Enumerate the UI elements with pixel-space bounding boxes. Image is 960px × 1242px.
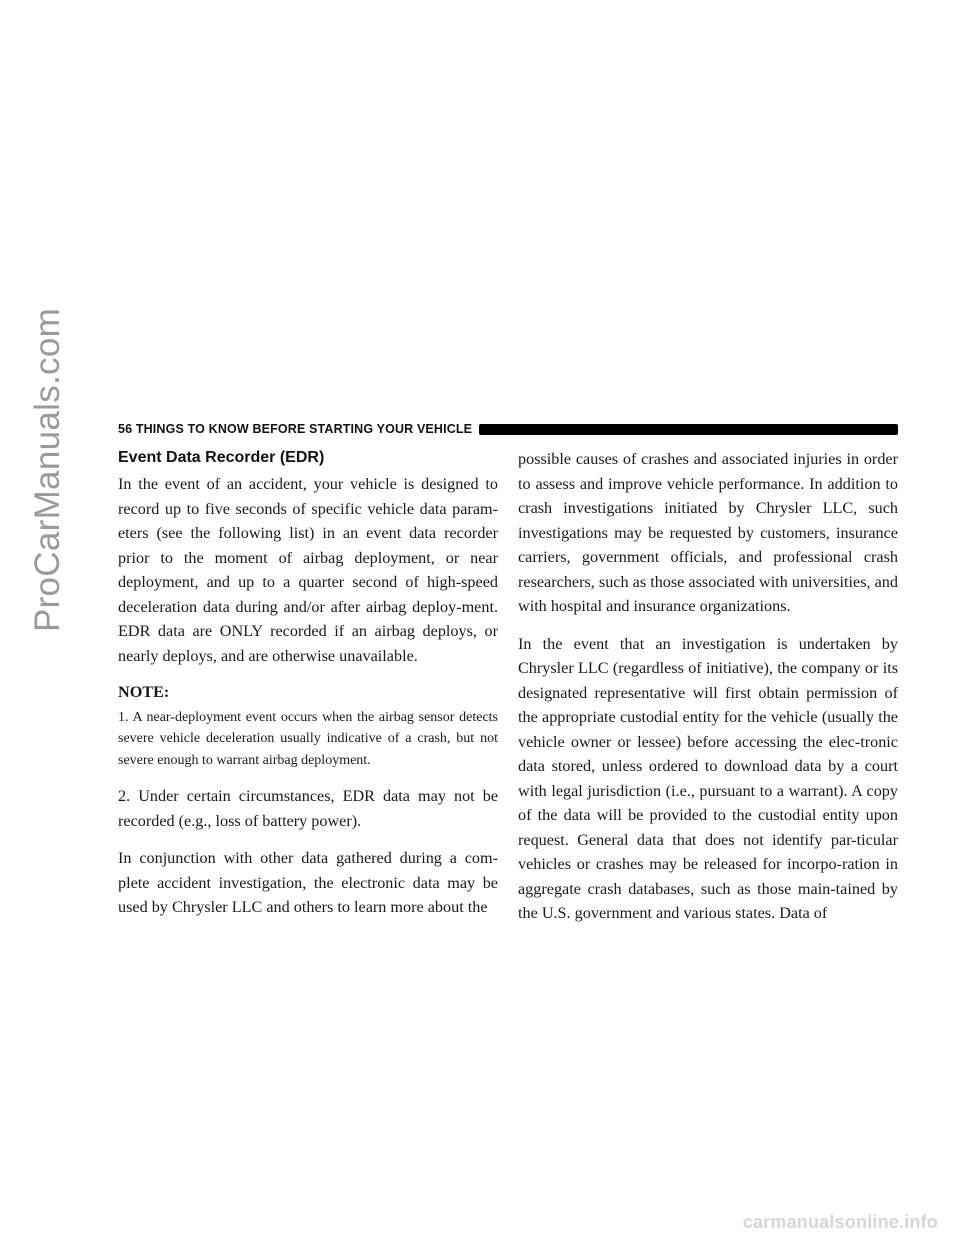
note-item-2: 2. Under certain circumstances, EDR data may not be recorded (e.g., loss of battery power). — [118, 787, 498, 830]
left-column — [118, 447, 498, 920]
page-number: 56 — [118, 422, 133, 436]
note-label: NOTE: — [118, 683, 170, 701]
site-watermark: carmanualsonline.info — [742, 1212, 938, 1232]
right-column — [518, 447, 898, 926]
section-title: Event Data Recorder (EDR) — [118, 449, 325, 466]
intro-paragraph: In the event of an accident, your vehicle is designed to record up to five seconds of specific vehicle data param-eters (see the following list) in an event data recorder prior to the moment of airbag deployment, or near deployment, and up to a quarter second of high-speed deceleration data during and/or after airbag deploy-ment. EDR data are ONLY recorded if an airbag deploys, or nearly deploys, and are otherwise unavailable. — [118, 475, 498, 665]
body-paragraph-5: In the event that an investigation is undertaken by Chrysler LLC (regardless of initiative), the company or its designated representative will first obtain permission of the appropriate custodial entity for the vehicle (usually the vehicle owner or lessee) before accessing the elec-tronic data stored, unless ordered to download data by a court with legal jurisdiction (i.e., pursuant to a warrant). A copy of the data will be provided to the custodial entity upon request. General data that does not identify par-ticular vehicles or crashes may be released for incorpo-ration in aggregate crash databases, such as those main-tained by the U.S. government and various states. Data of — [518, 634, 898, 922]
running-head — [118, 420, 898, 438]
note-item-1: 1. A near-deployment event occurs when the airbag sensor detects severe vehicle deceleration usually indicative of a crash, but not severe enough to warrant airbag deployment. — [118, 709, 498, 768]
body-paragraph-3: In conjunction with other data gathered during a com-plete accident investigation, the electronic data may be used by Chrysler LLC and others to learn more about the — [118, 849, 498, 916]
running-head-title: THINGS TO KNOW BEFORE STARTING YOUR VEHICLE — [135, 422, 473, 436]
side-watermark-text: ProCarManuals.com — [28, 307, 67, 633]
running-head-text — [118, 422, 472, 436]
body-paragraph-4: possible causes of crashes and associated injuries in order to assess and improve vehicle performance. In addition to crash investigations initiated by Chrysler LLC, such investigations may be requested by customers, insurance carriers, government officials, and professional crash researchers, such as those associated with universities, and with hospital and insurance organizations. — [518, 450, 898, 615]
running-head-bar — [479, 424, 898, 435]
